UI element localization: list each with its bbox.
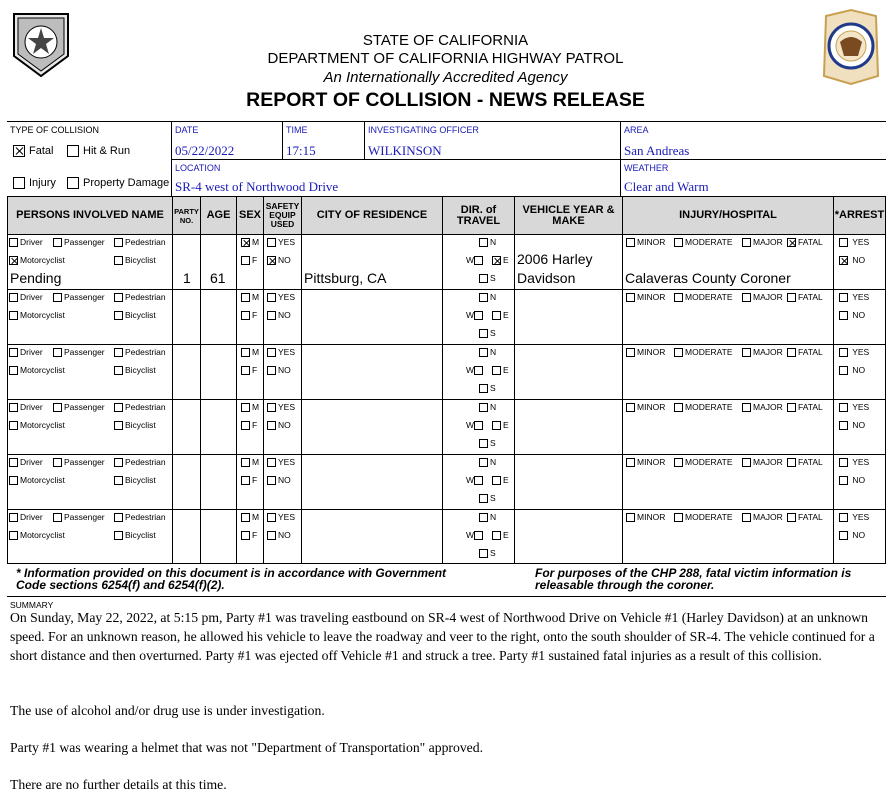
dir-n-checkbox[interactable] <box>479 458 488 467</box>
dir-w-checkbox[interactable] <box>474 531 483 540</box>
fatal-checkbox[interactable] <box>13 145 25 157</box>
party-age: 61 <box>210 270 226 286</box>
injury-moderate[interactable]: MODERATE <box>674 292 733 302</box>
party-row <box>8 510 885 565</box>
role-driver[interactable]: Driver <box>9 457 43 467</box>
party-row <box>8 455 885 510</box>
col-arrest: *ARREST <box>834 197 885 235</box>
arrest-yes[interactable]: YES <box>839 512 869 522</box>
party-row <box>8 345 885 400</box>
summary-paragraph-2: The use of alcohol and/or drug use is under investigation. <box>10 703 325 718</box>
party-row <box>8 235 885 290</box>
col-persons: PERSONS INVOLVED NAME <box>8 197 172 235</box>
role-motorcyclist[interactable]: Motorcyclist <box>9 475 65 485</box>
col-party: PARTY NO. <box>173 197 200 235</box>
injury-major[interactable]: MAJOR <box>742 292 783 302</box>
safety-yes-checkbox[interactable] <box>267 458 276 467</box>
major-checkbox[interactable] <box>742 458 751 467</box>
injury-moderate[interactable]: MODERATE <box>674 457 733 467</box>
sex-m-checkbox[interactable] <box>241 238 250 247</box>
pedestrian-checkbox[interactable] <box>114 238 123 247</box>
dir-w[interactable]: W <box>466 420 485 430</box>
injury-fatal[interactable]: FATAL <box>787 457 823 467</box>
bicyclist-checkbox[interactable] <box>114 366 123 375</box>
sex-m[interactable]: M <box>241 402 259 412</box>
injury-moderate[interactable]: MODERATE <box>674 237 733 247</box>
arrest-no-checkbox[interactable] <box>839 366 848 375</box>
role-passenger[interactable]: Passenger <box>53 347 105 357</box>
weather-label: WEATHER <box>624 163 669 173</box>
pedestrian-checkbox[interactable] <box>114 403 123 412</box>
dir-n-checkbox[interactable] <box>479 293 488 302</box>
dir-w[interactable]: W <box>466 365 485 375</box>
safety-no[interactable]: NO <box>267 255 291 265</box>
role-passenger[interactable]: Passenger <box>53 402 105 412</box>
arrest-no[interactable]: NO <box>839 365 865 375</box>
role-driver[interactable]: Driver <box>9 402 43 412</box>
dir-e[interactable]: E <box>492 310 509 320</box>
role-pedestrian[interactable]: Pedestrian <box>114 347 166 357</box>
weather-value: Clear and Warm <box>624 179 709 194</box>
sex-f[interactable]: F <box>241 530 257 540</box>
arrest-yes-checkbox[interactable] <box>839 403 848 412</box>
passenger-checkbox[interactable] <box>53 513 62 522</box>
safety-yes-checkbox[interactable] <box>267 293 276 302</box>
sex-f[interactable]: F <box>241 365 257 375</box>
role-pedestrian[interactable]: Pedestrian <box>114 237 166 247</box>
dir-w-checkbox[interactable] <box>474 421 483 430</box>
arrest-no[interactable]: NO <box>839 310 865 320</box>
arrest-yes[interactable]: YES <box>839 457 869 467</box>
sex-f-checkbox[interactable] <box>241 421 250 430</box>
injury-minor[interactable]: MINOR <box>626 237 665 247</box>
sex-f-checkbox[interactable] <box>241 256 250 265</box>
sex-m-checkbox[interactable] <box>241 403 250 412</box>
time-value: 17:15 <box>286 143 316 158</box>
dir-e-checkbox[interactable] <box>492 366 501 375</box>
summary-paragraph-1: On Sunday, May 22, 2022, at 5:15 pm, Party #1 was traveling eastbound on SR-4 west of Northwood Drive on Vehicle #1 (Harley Davidson) at an unknown speed. For an unknown reason, he allowed his vehicle to leave the roadway and veer to the right, onto the south shoulder of SR-4. The vehicle continued for a short distance and then overturned. Party #1 was ejected off Vehicle #1 and struck a tree. Party #1 sustained fatal injuries as a result of this collision. <box>10 610 875 663</box>
sex-m[interactable]: M <box>241 237 259 247</box>
party-city: Pittsburg, CA <box>304 270 387 286</box>
sex-m-checkbox[interactable] <box>241 513 250 522</box>
gov-code-note: * Information provided on this document is in accordance with Government Code sections 6254(f) and 6254(f)(2). <box>16 566 447 592</box>
sex-m[interactable]: M <box>241 292 259 302</box>
bicyclist-checkbox[interactable] <box>114 421 123 430</box>
dir-e[interactable]: E <box>492 475 509 485</box>
role-passenger[interactable]: Passenger <box>53 292 105 302</box>
arrest-yes-checkbox[interactable] <box>839 293 848 302</box>
motorcyclist-checkbox[interactable] <box>9 311 18 320</box>
dir-s-checkbox[interactable] <box>479 329 488 338</box>
arrest-yes[interactable]: YES <box>839 402 869 412</box>
location-value: SR-4 west of Northwood Drive <box>175 179 339 194</box>
arrest-no-checkbox[interactable] <box>839 476 848 485</box>
dir-w[interactable]: W <box>466 475 485 485</box>
col-sex: SEX <box>237 197 263 235</box>
passenger-checkbox[interactable] <box>53 458 62 467</box>
fatal-checkbox[interactable] <box>787 348 796 357</box>
role-driver[interactable]: Driver <box>9 512 43 522</box>
role-pedestrian[interactable]: Pedestrian <box>114 457 166 467</box>
party-row <box>8 400 885 455</box>
motorcyclist-checkbox[interactable] <box>9 366 18 375</box>
sex-m-checkbox[interactable] <box>241 458 250 467</box>
role-driver[interactable]: Driver <box>9 347 43 357</box>
driver-checkbox[interactable] <box>9 348 18 357</box>
fatal-option[interactable]: Fatal <box>13 145 53 157</box>
injury-moderate[interactable]: MODERATE <box>674 512 733 522</box>
col-vehicle: VEHICLE YEAR & MAKE <box>515 197 622 235</box>
arrest-yes[interactable]: YES <box>839 347 869 357</box>
safety-no-checkbox[interactable] <box>267 366 276 375</box>
injury-major[interactable]: MAJOR <box>742 402 783 412</box>
injury-fatal[interactable]: FATAL <box>787 347 823 357</box>
hit-run-option[interactable]: Hit & Run <box>67 145 130 157</box>
safety-no-checkbox[interactable] <box>267 421 276 430</box>
moderate-checkbox[interactable] <box>674 458 683 467</box>
role-motorcyclist[interactable]: Motorcyclist <box>9 420 65 430</box>
sex-f-checkbox[interactable] <box>241 311 250 320</box>
dir-e-checkbox[interactable] <box>492 531 501 540</box>
arrest-no-checkbox[interactable] <box>839 421 848 430</box>
arrest-yes-checkbox[interactable] <box>839 513 848 522</box>
safety-yes-checkbox[interactable] <box>267 348 276 357</box>
dir-s-checkbox[interactable] <box>479 549 488 558</box>
role-motorcyclist[interactable]: Motorcyclist <box>9 255 65 265</box>
safety-no-checkbox[interactable] <box>267 311 276 320</box>
role-motorcyclist[interactable]: Motorcyclist <box>9 365 65 375</box>
injury-moderate[interactable]: MODERATE <box>674 402 733 412</box>
dir-w-checkbox[interactable] <box>474 256 483 265</box>
dir-w[interactable]: W <box>466 530 485 540</box>
coroner-note: For purposes of the CHP 288, fatal victim information is releasable through the coroner. <box>535 566 852 592</box>
date-label: DATE <box>175 125 199 135</box>
role-bicyclist[interactable]: Bicyclist <box>114 255 156 265</box>
passenger-checkbox[interactable] <box>53 348 62 357</box>
driver-checkbox[interactable] <box>9 513 18 522</box>
sex-m-checkbox[interactable] <box>241 348 250 357</box>
sex-m[interactable]: M <box>241 512 259 522</box>
arrest-yes[interactable]: YES <box>839 292 869 302</box>
safety-no-checkbox[interactable] <box>267 531 276 540</box>
vehicle-line-1: 2006 Harley <box>517 251 593 267</box>
pedestrian-checkbox[interactable] <box>114 458 123 467</box>
role-passenger[interactable]: Passenger <box>53 237 105 247</box>
dir-n[interactable]: N <box>479 402 496 412</box>
safety-no[interactable]: NO <box>267 475 291 485</box>
bicyclist-checkbox[interactable] <box>114 256 123 265</box>
area-value: San Andreas <box>624 143 690 158</box>
sex-f[interactable]: F <box>241 420 257 430</box>
injury-minor[interactable]: MINOR <box>626 347 665 357</box>
arrest-no-checkbox[interactable] <box>839 256 848 265</box>
minor-checkbox[interactable] <box>626 403 635 412</box>
dir-n-checkbox[interactable] <box>479 348 488 357</box>
role-pedestrian[interactable]: Pedestrian <box>114 292 166 302</box>
dir-e[interactable]: E <box>492 420 509 430</box>
passenger-checkbox[interactable] <box>53 403 62 412</box>
dir-s-checkbox[interactable] <box>479 494 488 503</box>
sex-m[interactable]: M <box>241 457 259 467</box>
dir-n[interactable]: N <box>479 457 496 467</box>
safety-yes[interactable]: YES <box>267 292 295 302</box>
moderate-checkbox[interactable] <box>674 238 683 247</box>
motorcyclist-checkbox[interactable] <box>9 476 18 485</box>
arrest-no[interactable]: NO <box>839 530 865 540</box>
arrest-yes-checkbox[interactable] <box>839 458 848 467</box>
dir-s[interactable]: S <box>479 438 496 448</box>
role-bicyclist[interactable]: Bicyclist <box>114 310 156 320</box>
property-damage-checkbox[interactable] <box>67 177 79 189</box>
passenger-checkbox[interactable] <box>53 293 62 302</box>
role-driver[interactable]: Driver <box>9 292 43 302</box>
role-motorcyclist[interactable]: Motorcyclist <box>9 530 65 540</box>
injury-fatal[interactable]: FATAL <box>787 512 823 522</box>
dir-n-checkbox[interactable] <box>479 238 488 247</box>
bicyclist-checkbox[interactable] <box>114 531 123 540</box>
role-passenger[interactable]: Passenger <box>53 512 105 522</box>
dir-w[interactable]: W <box>466 255 485 265</box>
sex-m-checkbox[interactable] <box>241 293 250 302</box>
dir-n-checkbox[interactable] <box>479 513 488 522</box>
dir-s-checkbox[interactable] <box>479 274 488 283</box>
sex-m[interactable]: M <box>241 347 259 357</box>
dir-n-checkbox[interactable] <box>479 403 488 412</box>
arrest-no-checkbox[interactable] <box>839 531 848 540</box>
arrest-no[interactable]: NO <box>839 420 865 430</box>
safety-yes[interactable]: YES <box>267 457 295 467</box>
injury-minor[interactable]: MINOR <box>626 402 665 412</box>
dir-s-checkbox[interactable] <box>479 439 488 448</box>
fatal-checkbox[interactable] <box>787 293 796 302</box>
motorcyclist-checkbox[interactable] <box>9 256 18 265</box>
injury-fatal[interactable]: FATAL <box>787 237 823 247</box>
party-number: 1 <box>183 270 191 286</box>
role-driver[interactable]: Driver <box>9 237 43 247</box>
fatal-checkbox[interactable] <box>787 403 796 412</box>
safety-no[interactable]: NO <box>267 530 291 540</box>
col-age: AGE <box>201 197 236 235</box>
dir-e-checkbox[interactable] <box>492 311 501 320</box>
arrest-yes[interactable]: YES <box>839 237 869 247</box>
sex-f-checkbox[interactable] <box>241 476 250 485</box>
dir-s[interactable]: S <box>479 383 496 393</box>
dir-n[interactable]: N <box>479 237 496 247</box>
safety-yes[interactable]: YES <box>267 347 295 357</box>
party-name: Pending <box>10 270 62 286</box>
sex-f-checkbox[interactable] <box>241 366 250 375</box>
moderate-checkbox[interactable] <box>674 293 683 302</box>
minor-checkbox[interactable] <box>626 238 635 247</box>
pedestrian-checkbox[interactable] <box>114 348 123 357</box>
injury-major[interactable]: MAJOR <box>742 512 783 522</box>
sex-f[interactable]: F <box>241 475 257 485</box>
role-bicyclist[interactable]: Bicyclist <box>114 475 156 485</box>
header-accreditation: An Internationally Accredited Agency <box>323 69 568 86</box>
summary-paragraph-3: Party #1 was wearing a helmet that was not "Department of Transportation" approved. <box>10 740 484 755</box>
injury-major[interactable]: MAJOR <box>742 457 783 467</box>
fatal-checkbox[interactable] <box>787 238 796 247</box>
dir-e[interactable]: E <box>492 255 509 265</box>
role-pedestrian[interactable]: Pedestrian <box>114 512 166 522</box>
dir-w-checkbox[interactable] <box>474 476 483 485</box>
col-dir: DIR. of TRAVEL <box>443 197 514 235</box>
driver-checkbox[interactable] <box>9 403 18 412</box>
injury-major[interactable]: MAJOR <box>742 237 783 247</box>
minor-checkbox[interactable] <box>626 293 635 302</box>
injury-checkbox[interactable] <box>13 177 25 189</box>
safety-yes-checkbox[interactable] <box>267 403 276 412</box>
fatal-checkbox[interactable] <box>787 513 796 522</box>
arrest-no[interactable]: NO <box>839 475 865 485</box>
header-state: STATE OF CALIFORNIA <box>362 32 529 49</box>
location-label: LOCATION <box>175 163 221 173</box>
dir-w[interactable]: W <box>466 310 485 320</box>
sex-f-checkbox[interactable] <box>241 531 250 540</box>
party-hospital: Calaveras County Coroner <box>625 270 791 286</box>
passenger-checkbox[interactable] <box>53 238 62 247</box>
safety-yes[interactable]: YES <box>267 512 295 522</box>
dir-s[interactable]: S <box>479 548 496 558</box>
dir-s[interactable]: S <box>479 273 496 283</box>
dir-e[interactable]: E <box>492 530 509 540</box>
summary-label: SUMMARY <box>10 600 54 610</box>
pedestrian-checkbox[interactable] <box>114 513 123 522</box>
major-checkbox[interactable] <box>742 348 751 357</box>
hit-run-checkbox[interactable] <box>67 145 79 157</box>
dir-e[interactable]: E <box>492 365 509 375</box>
bicyclist-checkbox[interactable] <box>114 476 123 485</box>
dir-e-checkbox[interactable] <box>492 256 501 265</box>
moderate-checkbox[interactable] <box>674 513 683 522</box>
col-safety: SAFETY EQUIP USED <box>264 197 301 235</box>
bicyclist-checkbox[interactable] <box>114 311 123 320</box>
col-city: CITY OF RESIDENCE <box>302 197 442 235</box>
injury-fatal[interactable]: FATAL <box>787 292 823 302</box>
vehicle-line-2: Davidson <box>517 270 576 286</box>
safety-yes[interactable]: YES <box>267 237 295 247</box>
injury-moderate[interactable]: MODERATE <box>674 347 733 357</box>
minor-checkbox[interactable] <box>626 458 635 467</box>
officer-label: INVESTIGATING OFFICER <box>368 125 479 135</box>
injury-major[interactable]: MAJOR <box>742 347 783 357</box>
area-label: AREA <box>624 125 649 135</box>
type-label: TYPE OF COLLISION <box>10 125 100 135</box>
driver-checkbox[interactable] <box>9 458 18 467</box>
minor-checkbox[interactable] <box>626 513 635 522</box>
role-bicyclist[interactable]: Bicyclist <box>114 420 156 430</box>
dir-e-checkbox[interactable] <box>492 476 501 485</box>
persons-involved-table <box>7 196 886 564</box>
moderate-checkbox[interactable] <box>674 403 683 412</box>
officer-value: WILKINSON <box>368 143 442 158</box>
safety-no[interactable]: NO <box>267 365 291 375</box>
role-bicyclist[interactable]: Bicyclist <box>114 365 156 375</box>
party-row <box>8 290 885 345</box>
role-bicyclist[interactable]: Bicyclist <box>114 530 156 540</box>
safety-yes-checkbox[interactable] <box>267 513 276 522</box>
dir-s-checkbox[interactable] <box>479 384 488 393</box>
safety-no[interactable]: NO <box>267 420 291 430</box>
major-checkbox[interactable] <box>742 238 751 247</box>
page-title: REPORT OF COLLISION - NEWS RELEASE <box>246 89 645 111</box>
injury-option[interactable]: Injury <box>13 177 56 189</box>
role-passenger[interactable]: Passenger <box>53 457 105 467</box>
safety-no-checkbox[interactable] <box>267 476 276 485</box>
time-label: TIME <box>286 125 308 135</box>
injury-minor[interactable]: MINOR <box>626 457 665 467</box>
dir-s[interactable]: S <box>479 493 496 503</box>
collision-info <box>7 121 886 196</box>
col-injury: INJURY/HOSPITAL <box>623 197 833 235</box>
dir-s[interactable]: S <box>479 328 496 338</box>
dir-w-checkbox[interactable] <box>474 311 483 320</box>
injury-fatal[interactable]: FATAL <box>787 402 823 412</box>
major-checkbox[interactable] <box>742 293 751 302</box>
injury-minor[interactable]: MINOR <box>626 292 665 302</box>
header-department: DEPARTMENT OF CALIFORNIA HIGHWAY PATROL <box>267 50 624 67</box>
major-checkbox[interactable] <box>742 513 751 522</box>
major-checkbox[interactable] <box>742 403 751 412</box>
role-motorcyclist[interactable]: Motorcyclist <box>9 310 65 320</box>
motorcyclist-checkbox[interactable] <box>9 531 18 540</box>
role-pedestrian[interactable]: Pedestrian <box>114 402 166 412</box>
dir-n[interactable]: N <box>479 292 496 302</box>
pedestrian-checkbox[interactable] <box>114 293 123 302</box>
arrest-yes-checkbox[interactable] <box>839 348 848 357</box>
dir-w-checkbox[interactable] <box>474 366 483 375</box>
dir-n[interactable]: N <box>479 512 496 522</box>
safety-no-checkbox[interactable] <box>267 256 276 265</box>
minor-checkbox[interactable] <box>626 348 635 357</box>
safety-no[interactable]: NO <box>267 310 291 320</box>
arrest-no-checkbox[interactable] <box>839 311 848 320</box>
dir-e-checkbox[interactable] <box>492 421 501 430</box>
property-damage-option[interactable]: Property Damage <box>67 177 169 189</box>
injury-minor[interactable]: MINOR <box>626 512 665 522</box>
arrest-yes-checkbox[interactable] <box>839 238 848 247</box>
fatal-checkbox[interactable] <box>787 458 796 467</box>
moderate-checkbox[interactable] <box>674 348 683 357</box>
driver-checkbox[interactable] <box>9 238 18 247</box>
safety-yes-checkbox[interactable] <box>267 238 276 247</box>
sex-f[interactable]: F <box>241 310 257 320</box>
arrest-no[interactable]: NO <box>839 255 865 265</box>
date-value: 05/22/2022 <box>175 143 235 158</box>
summary-paragraph-4: There are no further details at this time. <box>10 777 227 792</box>
dir-n[interactable]: N <box>479 347 496 357</box>
driver-checkbox[interactable] <box>9 293 18 302</box>
motorcyclist-checkbox[interactable] <box>9 421 18 430</box>
sex-f[interactable]: F <box>241 255 257 265</box>
safety-yes[interactable]: YES <box>267 402 295 412</box>
